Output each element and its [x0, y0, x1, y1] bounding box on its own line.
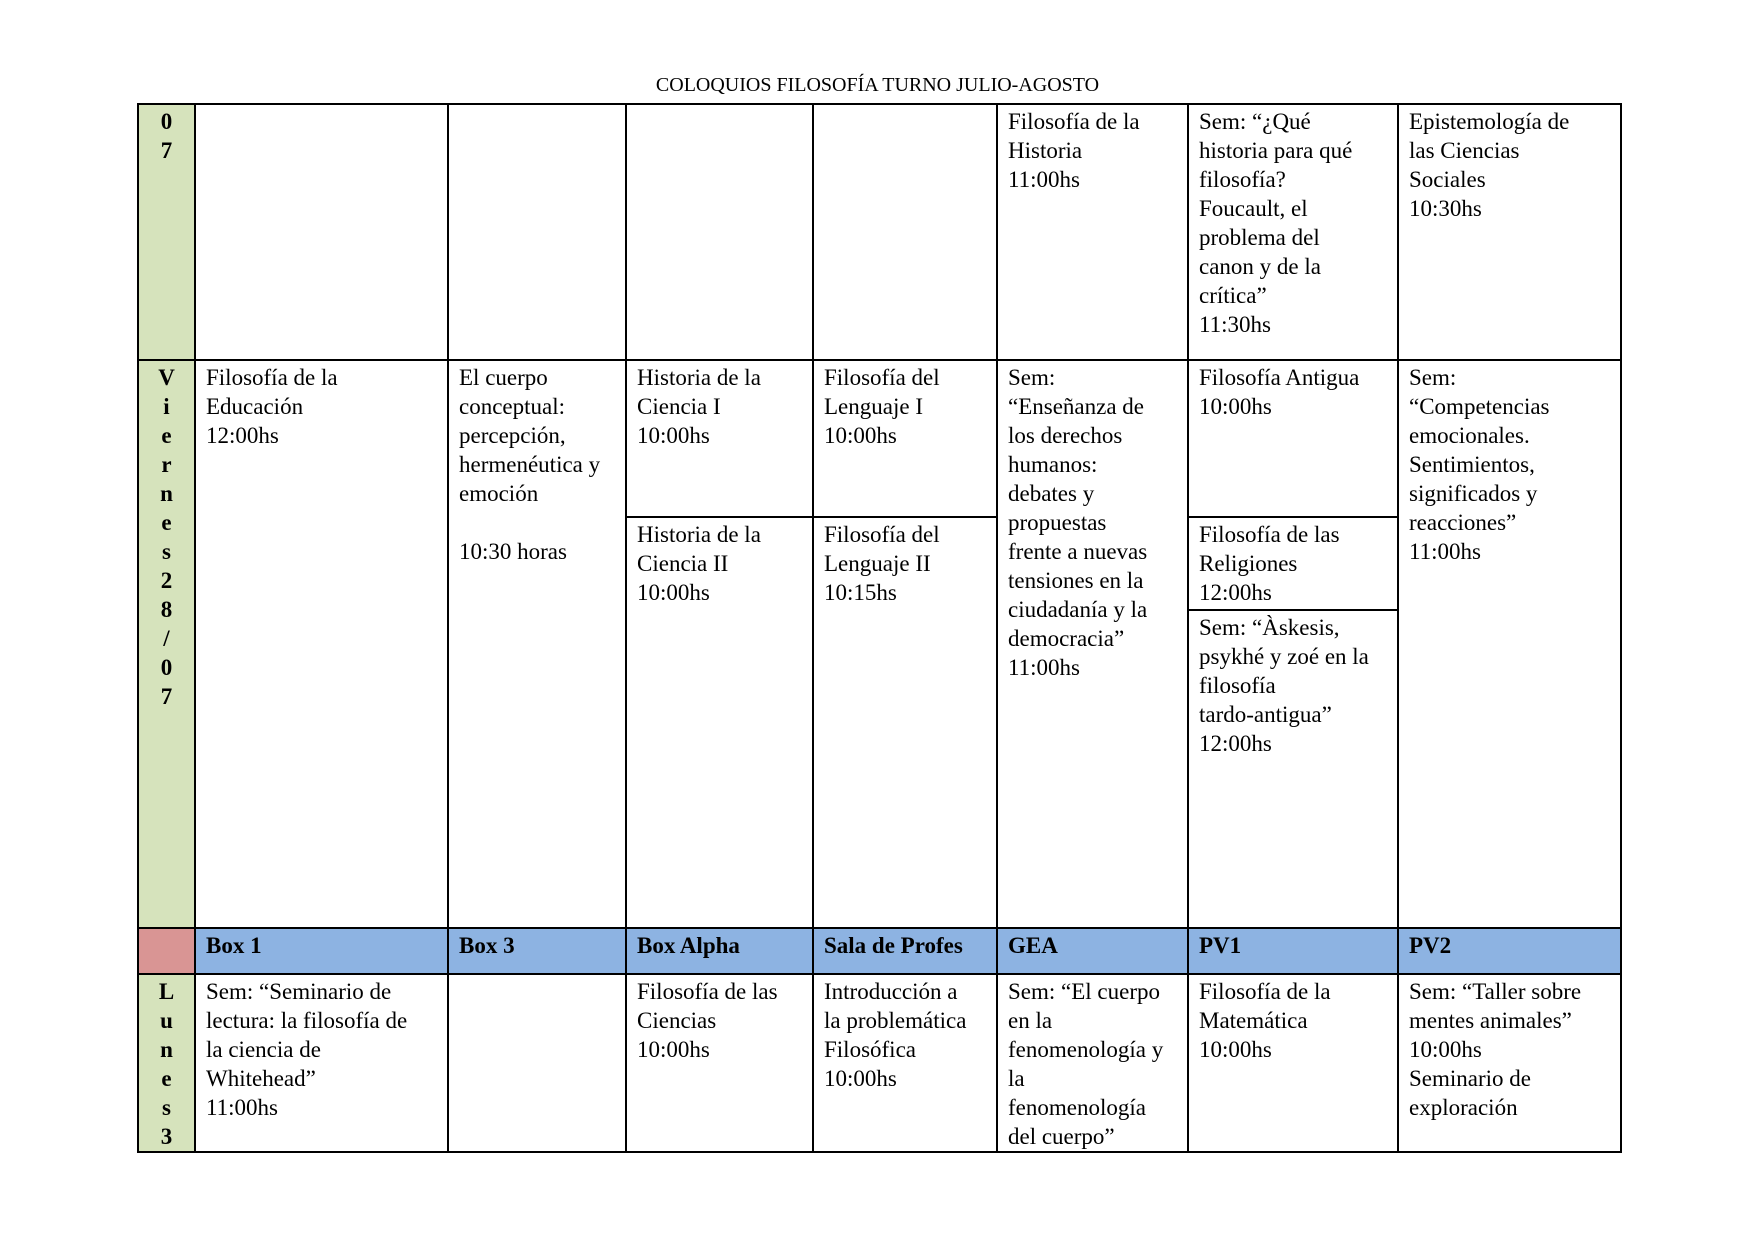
- room-header-sala-profes: Sala de Profes: [813, 928, 997, 974]
- table-row-day-07: [138, 104, 1621, 360]
- session-cell-box3: [448, 104, 626, 360]
- session-cell-box3: El cuerpo conceptual: percepción, hermenéutica y emoción 10:30 horas: [448, 360, 626, 928]
- session-cell-box3: [448, 974, 626, 1152]
- session-cell-gea: Sem: “Enseñanza de los derechos humanos: debates y propuestas frente a nuevas tensiones en la ciudadanía y la democracia” 11:00hs: [997, 360, 1188, 928]
- session-cell-pv2: Sem: “Competencias emocionales. Sentimientos, significados y reacciones” 11:00hs: [1398, 360, 1621, 928]
- day-cell: 0 7: [138, 104, 195, 360]
- room-header-gea: GEA: [997, 928, 1188, 974]
- room-header-pv1: PV1: [1188, 928, 1398, 974]
- session-cell-box-alpha: Filosofía de las Ciencias 10:00hs: [626, 974, 813, 1152]
- session-cell-sala-profes: Introducción a la problemática Filosófica 10:00hs: [813, 974, 997, 1152]
- session-cell-sala-profes-1: Filosofía del Lenguaje I 10:00hs: [813, 360, 997, 517]
- room-header-box3: Box 3: [448, 928, 626, 974]
- session-cell-box-alpha-1: Historia de la Ciencia I 10:00hs: [626, 360, 813, 517]
- session-cell-pv2: Sem: “Taller sobre mentes animales” 10:00hs Seminario de exploración: [1398, 974, 1621, 1152]
- room-header-box-alpha: Box Alpha: [626, 928, 813, 974]
- schedule-table: [137, 103, 1622, 1153]
- session-cell-box1: Sem: “Seminario de lectura: la filosofía de la ciencia de Whitehead” 11:00hs: [195, 974, 448, 1152]
- room-header-pv2: PV2: [1398, 928, 1621, 974]
- session-cell-box-alpha-2: Historia de la Ciencia II 10:00hs: [626, 517, 813, 928]
- session-cell-pv2: Epistemología de las Ciencias Sociales 10:30hs: [1398, 104, 1621, 360]
- header-corner: [138, 928, 195, 974]
- table-row-viernes-a: [138, 360, 1621, 517]
- session-cell-pv1-3: Sem: “Àskesis, psykhé y zoé en la filosofía tardo-antigua” 12:00hs: [1188, 610, 1398, 928]
- session-cell-pv1-1: Filosofía Antigua 10:00hs: [1188, 360, 1398, 517]
- session-cell-sala-profes-2: Filosofía del Lenguaje II 10:15hs: [813, 517, 997, 928]
- day-cell: L u n e s 3: [138, 974, 195, 1152]
- session-cell-gea: Sem: “El cuerpo en la fenomenología y la fenomenología del cuerpo”: [997, 974, 1188, 1152]
- session-cell-pv1-2: Filosofía de las Religiones 12:00hs: [1188, 517, 1398, 610]
- session-cell-pv1: Sem: “¿Qué historia para qué filosofía? Foucault, el problema del canon y de la crítica” 11:30hs: [1188, 104, 1398, 360]
- day-cell: V i e r n e s 2 8 / 0 7: [138, 360, 195, 928]
- session-cell-box1: Filosofía de la Educación 12:00hs: [195, 360, 448, 928]
- room-header-box1: Box 1: [195, 928, 448, 974]
- session-cell-box1: [195, 104, 448, 360]
- room-header-row: [138, 928, 1621, 974]
- table-row-lunes: [138, 974, 1621, 1152]
- session-cell-pv1: Filosofía de la Matemática 10:00hs: [1188, 974, 1398, 1152]
- session-cell-gea: Filosofía de la Historia 11:00hs: [997, 104, 1188, 360]
- session-cell-sala-profes: [813, 104, 997, 360]
- session-cell-box-alpha: [626, 104, 813, 360]
- page-title: COLOQUIOS FILOSOFÍA TURNO JULIO-AGOSTO: [655, 74, 1100, 96]
